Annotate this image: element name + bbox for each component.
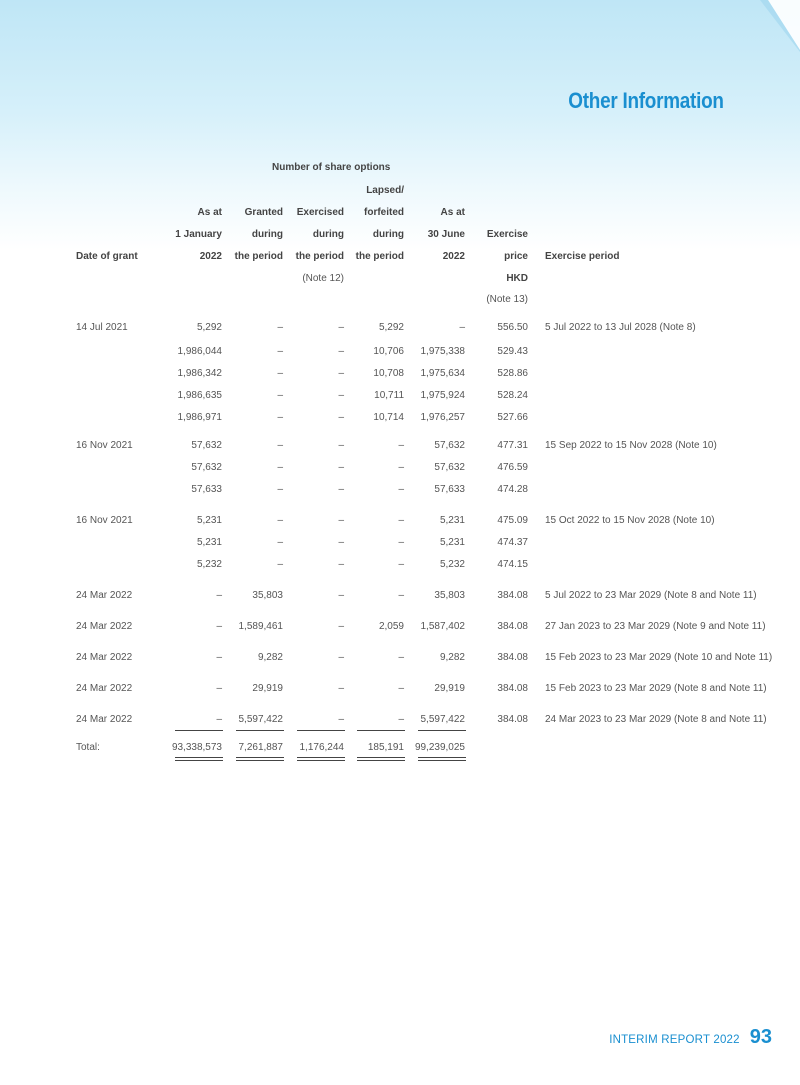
- total-double-rule: [297, 757, 345, 758]
- row-exercised: –: [338, 322, 344, 333]
- row-jan: 5,292: [196, 322, 222, 333]
- row-exercised: –: [338, 346, 344, 357]
- row-period: 15 Oct 2022 to 15 Nov 2028 (Note 10): [545, 515, 715, 526]
- row-exercised: –: [338, 368, 344, 379]
- row-jan: 57,632: [191, 440, 222, 451]
- header-as-at-jan: As at: [197, 207, 222, 218]
- row-lapsed: –: [398, 537, 404, 548]
- row-price: 476.59: [497, 462, 528, 473]
- total-label: Total:: [76, 742, 100, 753]
- row-exercised: –: [338, 537, 344, 548]
- row-jan: –: [216, 621, 222, 632]
- total-double-rule: [418, 760, 466, 761]
- total-exercised: 1,176,244: [299, 742, 344, 753]
- row-jan: –: [216, 652, 222, 663]
- row-jan: 5,231: [196, 515, 222, 526]
- total-double-rule: [357, 760, 405, 761]
- row-jun: 35,803: [434, 590, 465, 601]
- row-exercised: –: [338, 390, 344, 401]
- row-granted: 9,282: [257, 652, 283, 663]
- row-price: 384.08: [497, 590, 528, 601]
- row-price: 474.15: [497, 559, 528, 570]
- row-exercised: –: [338, 412, 344, 423]
- total-granted: 7,261,887: [238, 742, 283, 753]
- subtotal-rule: [175, 730, 223, 731]
- row-price: 384.08: [497, 683, 528, 694]
- header-as-at-jun: 2022: [442, 251, 465, 262]
- header-as-at-jan: 2022: [199, 251, 222, 262]
- row-granted: –: [277, 390, 283, 401]
- row-jun: –: [459, 322, 465, 333]
- row-exercised: –: [338, 484, 344, 495]
- row-granted: –: [277, 368, 283, 379]
- row-price: 474.37: [497, 537, 528, 548]
- row-price: 474.28: [497, 484, 528, 495]
- row-lapsed: –: [398, 462, 404, 473]
- row-jun: 1,976,257: [420, 412, 465, 423]
- row-granted: 35,803: [252, 590, 283, 601]
- row-jan: –: [216, 714, 222, 725]
- header-lapsed: forfeited: [364, 207, 404, 218]
- total-double-rule: [175, 757, 223, 758]
- footer: [609, 1026, 772, 1049]
- subtotal-rule: [236, 730, 284, 731]
- row-lapsed: 10,711: [374, 390, 404, 401]
- total-double-rule: [418, 757, 466, 758]
- row-granted: 5,597,422: [238, 714, 283, 725]
- row-price: 529.43: [497, 346, 528, 357]
- header-price-currency: HKD: [506, 273, 528, 284]
- row-lapsed: –: [398, 683, 404, 694]
- row-exercised: –: [338, 683, 344, 694]
- row-exercised: –: [338, 440, 344, 451]
- row-exercised: –: [338, 462, 344, 473]
- header-lapsed: during: [372, 229, 404, 240]
- row-granted: –: [277, 322, 283, 333]
- header-exercised: Exercised: [296, 207, 344, 218]
- row-date: 14 Jul 2021: [76, 322, 128, 333]
- row-jan: 5,232: [196, 559, 222, 570]
- row-lapsed: –: [398, 559, 404, 570]
- row-jun: 57,632: [434, 462, 465, 473]
- page-number: 93: [749, 1026, 772, 1048]
- header-lapsed: the period: [355, 251, 404, 262]
- total-jan: 93,338,573: [171, 742, 222, 753]
- header-exercise-period: Exercise period: [545, 251, 620, 262]
- row-granted: 1,589,461: [238, 621, 283, 632]
- row-lapsed: 10,708: [373, 368, 404, 379]
- row-granted: 29,919: [252, 683, 283, 694]
- row-date: 16 Nov 2021: [76, 515, 133, 526]
- row-lapsed: –: [398, 440, 404, 451]
- row-jan: 1,986,971: [177, 412, 222, 423]
- header-granted: Granted: [244, 207, 283, 218]
- row-date: 24 Mar 2022: [76, 714, 133, 725]
- row-price: 527.66: [497, 412, 528, 423]
- row-period: 5 Jul 2022 to 23 Mar 2029 (Note 8 and Note 11): [545, 590, 757, 601]
- row-lapsed: –: [398, 484, 404, 495]
- row-lapsed: –: [398, 515, 404, 526]
- total-double-rule: [297, 760, 345, 761]
- row-jan: 1,986,044: [177, 346, 222, 357]
- row-granted: –: [277, 484, 283, 495]
- header-price: price: [504, 251, 528, 262]
- row-period: 15 Feb 2023 to 23 Mar 2029 (Note 10 and Note 11): [545, 652, 773, 663]
- header-granted: during: [251, 229, 283, 240]
- row-period: 27 Jan 2023 to 23 Mar 2029 (Note 9 and Note 11): [545, 621, 766, 632]
- row-granted: –: [277, 462, 283, 473]
- row-jun: 1,587,402: [420, 621, 465, 632]
- row-date: 24 Mar 2022: [76, 652, 133, 663]
- row-exercised: –: [338, 515, 344, 526]
- row-price: 384.08: [497, 652, 528, 663]
- row-jan: 57,632: [191, 462, 222, 473]
- total-lapsed: 185,191: [367, 742, 404, 753]
- row-granted: –: [277, 440, 283, 451]
- row-granted: –: [277, 559, 283, 570]
- row-jun: 29,919: [434, 683, 465, 694]
- row-jan: –: [216, 683, 222, 694]
- row-lapsed: –: [398, 590, 404, 601]
- subtotal-rule: [357, 730, 405, 731]
- row-lapsed: 10,706: [373, 346, 404, 357]
- row-granted: –: [277, 412, 283, 423]
- row-exercised: –: [338, 714, 344, 725]
- row-date: 24 Mar 2022: [76, 590, 133, 601]
- row-granted: –: [277, 537, 283, 548]
- row-jan: 1,986,635: [177, 390, 222, 401]
- header-exercised: the period: [295, 251, 344, 262]
- row-price: 384.08: [497, 621, 528, 632]
- header-as-at-jun: As at: [440, 207, 465, 218]
- row-lapsed: 2,059: [378, 621, 404, 632]
- row-price: 528.86: [497, 368, 528, 379]
- row-period: 24 Mar 2023 to 23 Mar 2029 (Note 8 and Note 11): [545, 714, 767, 725]
- row-exercised: –: [338, 652, 344, 663]
- row-period: 15 Feb 2023 to 23 Mar 2029 (Note 8 and Note 11): [545, 683, 767, 694]
- row-jun: 9,282: [439, 652, 465, 663]
- row-jun: 1,975,338: [420, 346, 465, 357]
- page-title: Other Information: [568, 88, 724, 113]
- row-price: 477.31: [497, 440, 528, 451]
- header-lapsed: Lapsed/: [366, 185, 404, 196]
- row-exercised: –: [338, 559, 344, 570]
- row-jun: 1,975,924: [420, 390, 465, 401]
- header-price-note: (Note 13): [486, 294, 528, 305]
- row-price: 556.50: [497, 322, 528, 333]
- row-lapsed: 10,714: [373, 412, 404, 423]
- row-lapsed: 5,292: [378, 322, 404, 333]
- row-jun: 5,232: [439, 559, 465, 570]
- total-double-rule: [357, 757, 405, 758]
- footer-report-label: INTERIM REPORT 2022: [609, 1034, 740, 1046]
- row-jun: 57,632: [434, 440, 465, 451]
- row-exercised: –: [338, 621, 344, 632]
- row-jun: 57,633: [434, 484, 465, 495]
- row-period: 15 Sep 2022 to 15 Nov 2028 (Note 10): [545, 440, 717, 451]
- row-jun: 5,231: [439, 537, 465, 548]
- header-date-of-grant: Date of grant: [76, 251, 138, 262]
- row-price: 475.09: [497, 515, 528, 526]
- row-jan: –: [216, 590, 222, 601]
- row-price: 528.24: [497, 390, 528, 401]
- row-jan: 57,633: [191, 484, 222, 495]
- subtotal-rule: [297, 730, 345, 731]
- header-exercised: during: [312, 229, 344, 240]
- row-price: 384.08: [497, 714, 528, 725]
- header-granted: the period: [234, 251, 283, 262]
- total-double-rule: [236, 760, 284, 761]
- subtotal-rule: [418, 730, 466, 731]
- total-double-rule: [175, 760, 223, 761]
- row-exercised: –: [338, 590, 344, 601]
- header-price: Exercise: [486, 229, 528, 240]
- group-header: Number of share options: [272, 162, 391, 173]
- row-jan: 5,231: [196, 537, 222, 548]
- header-as-at-jan: 1 January: [175, 229, 222, 240]
- row-lapsed: –: [398, 652, 404, 663]
- row-jun: 5,597,422: [420, 714, 465, 725]
- row-jun: 5,231: [439, 515, 465, 526]
- row-granted: –: [277, 346, 283, 357]
- row-date: 24 Mar 2022: [76, 683, 133, 694]
- row-granted: –: [277, 515, 283, 526]
- header-exercised-note: (Note 12): [302, 273, 344, 284]
- row-date: 24 Mar 2022: [76, 621, 133, 632]
- row-jun: 1,975,634: [420, 368, 465, 379]
- row-lapsed: –: [398, 714, 404, 725]
- row-jan: 1,986,342: [177, 368, 222, 379]
- total-jun: 99,239,025: [414, 742, 465, 753]
- total-double-rule: [236, 757, 284, 758]
- row-date: 16 Nov 2021: [76, 440, 133, 451]
- row-period: 5 Jul 2022 to 13 Jul 2028 (Note 8): [545, 322, 696, 333]
- header-as-at-jun: 30 June: [427, 229, 465, 240]
